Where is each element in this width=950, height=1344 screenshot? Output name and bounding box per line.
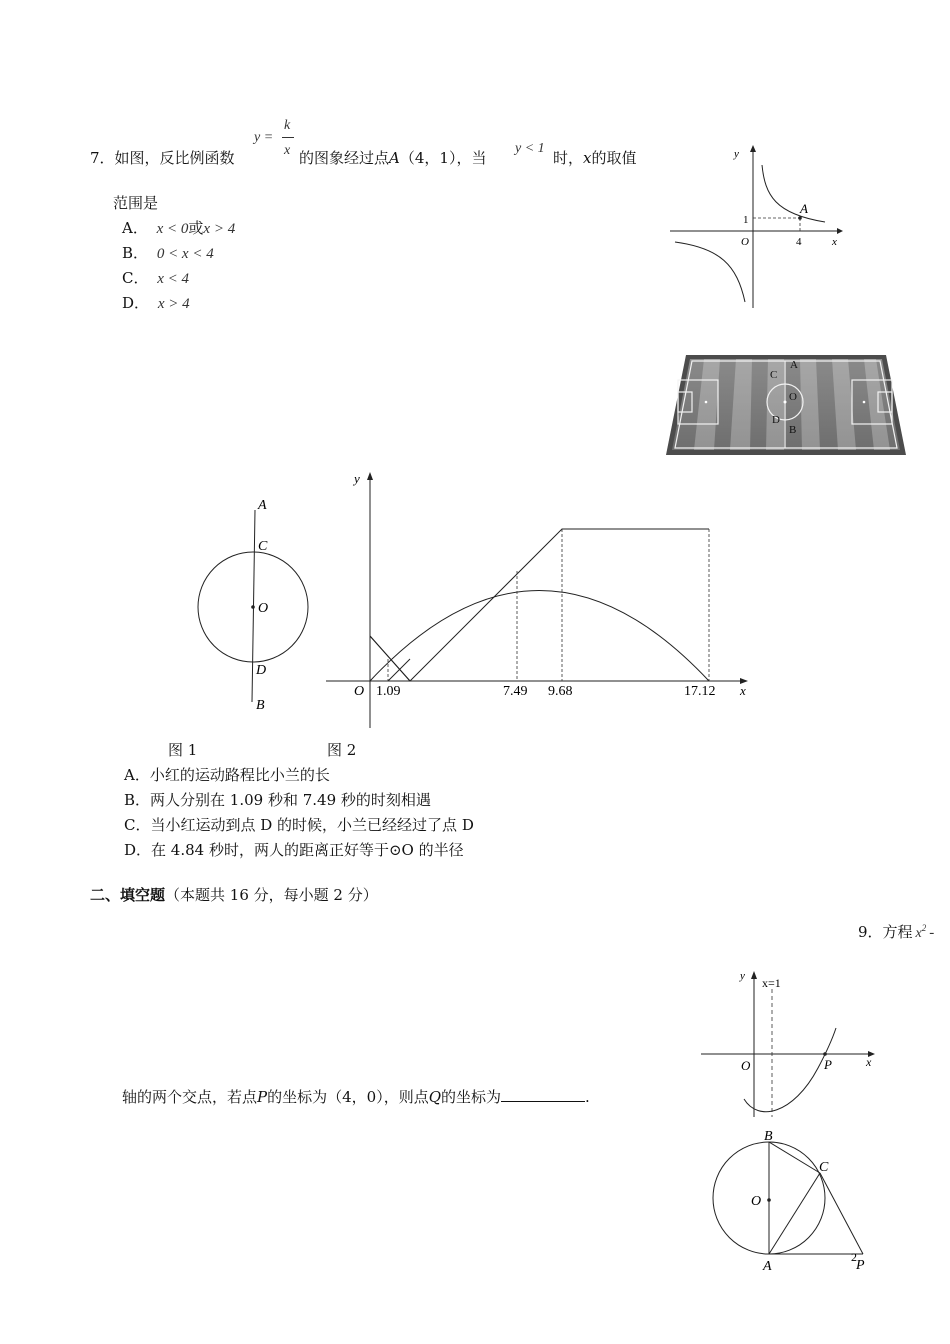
right-penalty-spot [863, 401, 866, 404]
option-math: x > 4 [203, 221, 236, 237]
q9-stem [858, 918, 934, 944]
option-math: x > 4 [157, 296, 190, 312]
q9-number: 9．方程 [858, 923, 913, 941]
q9-text1: 轴的两个交点，若点 [122, 1088, 258, 1106]
left-penalty-spot [705, 401, 708, 404]
axis-label-x: x [832, 236, 837, 248]
q8-option-d[interactable] [124, 840, 464, 860]
y-axis-arrow [751, 971, 757, 979]
center-point [251, 605, 255, 609]
q8-option-a[interactable] [124, 765, 330, 785]
field-label-b: B [789, 424, 797, 436]
field-label-a: A [790, 359, 798, 371]
circ-label-2: 2 [851, 1250, 857, 1264]
y-axis-arrow [750, 145, 756, 152]
axis-label-y: y [734, 148, 739, 160]
fig1-caption: 图 1 [168, 741, 198, 759]
q7-stem-rest [299, 148, 486, 168]
q9-point-p: P [257, 1088, 268, 1106]
segment-cp [820, 1173, 863, 1254]
option-math: 0 < x < 4 [156, 246, 214, 262]
option-math: x < 0 [156, 221, 189, 237]
figure-1-circle [190, 490, 310, 720]
section-2-heading [90, 885, 378, 905]
point-a-label: A [800, 201, 808, 216]
circ-label-o: O [751, 1194, 762, 1209]
option-mid: 或 [188, 219, 204, 237]
q7-stem-tail [553, 148, 637, 168]
x-axis-arrow [837, 228, 843, 234]
q7-hyperbola-graph [665, 140, 845, 315]
option-letter: A． [124, 766, 150, 784]
parabola-curve [370, 591, 709, 682]
option-letter: B． [124, 791, 151, 809]
q9-text3: 的坐标为 [441, 1088, 502, 1106]
q9-x: x [915, 926, 922, 941]
option-math: x < 4 [157, 271, 190, 287]
fig2-tick-4: 17.12 [684, 684, 716, 699]
parab-label-o: O [741, 1058, 751, 1073]
fig1-label-o: O [258, 601, 269, 616]
q7-tail-x: x [583, 149, 592, 167]
q9-sup: 2 [921, 923, 927, 933]
fig2-tick-3: 9.68 [548, 684, 573, 699]
q7-option-c[interactable] [122, 268, 189, 289]
tick-label-4: 4 [796, 236, 802, 248]
field-label-d: D [772, 414, 780, 426]
point-p [823, 1052, 827, 1056]
circ-label-p: P [856, 1258, 865, 1273]
q9-text2: 的坐标为（4，0），则点 [267, 1088, 429, 1106]
fig2-caption: 图 2 [327, 741, 357, 759]
fig1-label-d: D [256, 663, 267, 678]
football-field-image [664, 352, 908, 460]
option-letter: B． [122, 244, 149, 262]
parab-label-p: P [824, 1057, 832, 1072]
q7-condition: y < 1 [515, 141, 545, 156]
q7-tail1: 时， [553, 149, 584, 167]
q7-frac-k: k [284, 118, 291, 133]
q7-number: 7． [90, 149, 115, 167]
hyperbola-branch-upper [762, 165, 825, 222]
circ-label-c: C [819, 1160, 829, 1175]
fig1-label-a: A [258, 498, 267, 513]
y-axis-arrow [367, 472, 373, 480]
option-letter: D． [124, 841, 152, 859]
q8-option-c[interactable] [124, 815, 474, 835]
q7-stem [90, 148, 235, 168]
fig1-label-b: B [256, 698, 265, 713]
option-letter: C． [124, 816, 151, 834]
field-label-c: C [770, 369, 778, 381]
q8-option-b[interactable] [124, 790, 431, 810]
option-letter: D． [122, 294, 150, 312]
option-text: 当小红运动到点 D 的时候，小兰已经经过了点 D [150, 816, 474, 834]
section-note: （本题共 16 分，每小题 2 分） [165, 886, 378, 904]
q9-end: . [585, 1088, 590, 1106]
q7-mid: 的图象经过点 [299, 149, 390, 167]
q7-intro: 如图，反比例函数 [114, 149, 235, 167]
option-text: 两人分别在 1.09 秒和 7.49 秒的时刻相遇 [150, 791, 431, 809]
q9-dash: - [929, 925, 935, 941]
figure-2-graph [320, 468, 760, 733]
piecewise-line-1 [370, 529, 709, 681]
origin-label: O [741, 236, 749, 248]
axis-label: x=1 [762, 976, 781, 990]
parab-label-x: x [866, 1055, 872, 1069]
q7-fraction-bar [282, 137, 294, 138]
field-label-o: O [789, 391, 797, 403]
q7-point-coord: （4，1），当 [399, 149, 487, 167]
q7-point-a: A [389, 149, 400, 167]
fig2-tick-1: 1.09 [376, 684, 401, 699]
fig1-label-c: C [258, 539, 268, 554]
circle-tangent-diagram [705, 1125, 880, 1275]
q7-tail2: 的取值 [591, 149, 637, 167]
center-point [767, 1198, 771, 1202]
parabola-graph [698, 965, 880, 1120]
answer-blank[interactable] [501, 1087, 585, 1102]
q7-line2: 范围是 [113, 194, 159, 212]
segment-ac [769, 1173, 820, 1254]
q9-continuation [122, 1087, 590, 1107]
tick-label-1: 1 [743, 214, 749, 226]
segment-bc [769, 1142, 820, 1173]
fig2-label-x: x [740, 683, 746, 698]
center-spot [784, 401, 787, 404]
circ-label-b: B [764, 1129, 773, 1144]
q9-point-q: Q [428, 1088, 442, 1106]
fig2-label-y: y [354, 471, 360, 486]
fig2-tick-2: 7.49 [503, 684, 528, 699]
circ-label-a: A [763, 1259, 772, 1274]
q7-option-a[interactable] [122, 218, 235, 239]
q7-frac-x: x [284, 143, 291, 158]
hyperbola-branch-lower [675, 242, 745, 302]
q7-option-d[interactable] [122, 293, 190, 314]
parab-label-y: y [740, 970, 745, 982]
option-letter: C． [122, 269, 149, 287]
option-text: 在 4.84 秒时，两人的距离正好等于⊙O 的半径 [151, 841, 464, 859]
fig2-label-o: O [354, 684, 365, 699]
point-a [798, 216, 802, 220]
parabola-curve [744, 1028, 836, 1112]
option-text: 小红的运动路程比小兰的长 [149, 766, 330, 784]
q7-frac-y: y = [254, 130, 274, 145]
section-title: 二、填空题 [90, 886, 166, 904]
option-letter: A． [122, 219, 148, 237]
q7-option-b[interactable] [122, 243, 214, 264]
